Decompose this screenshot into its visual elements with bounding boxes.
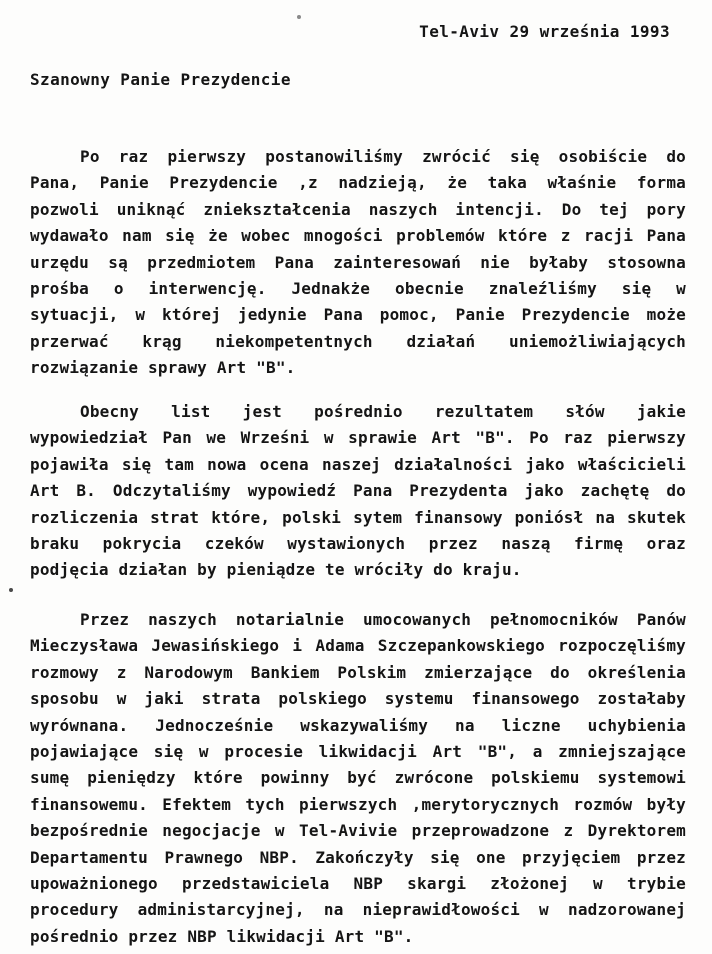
- text-line: Przez naszych notarialnie umocowanych pełnomocników Panów: [80, 610, 686, 629]
- text-line: wypowiedział Pan we Wrześni w sprawie Art "B". Po raz pierwszy: [30, 428, 686, 448]
- text-line: przerwać krąg niekompetentnych działań uniemożliwiających: [30, 331, 686, 351]
- text-line: finansowemu. Efektem tych pierwszych ,merytorycznych rozmów były: [30, 794, 686, 814]
- text-line: pozwoli uniknąć zniekształcenia naszych intencji. Do tej pory: [30, 199, 686, 219]
- text-line: podjęcia działan by pieniądze te wróciły do kraju.: [30, 560, 522, 580]
- text-line: rozwiązanie sprawy Art "B".: [30, 358, 296, 378]
- text-line: Pana, Panie Prezydencie ,z nadzieją, że taka właśnie forma: [30, 173, 686, 193]
- paragraph-1: [30, 144, 686, 382]
- text-line: sposobu w jaki strata polskiego systemu finansowego zostałaby: [30, 689, 686, 709]
- text-line: sytuacji, w której jedynie Pana pomoc, Panie Prezydencie może: [30, 305, 686, 325]
- text-line: braku pokrycia czeków wystawionych przez naszą firmę oraz: [30, 533, 686, 553]
- text-line: pojawiające się w procesie likwidacji Art "B", a zmniejszające: [30, 741, 686, 761]
- text-line: Art B. Odczytaliśmy wypowiedź Pana Prezydenta jako zachętę do: [30, 481, 686, 501]
- paragraph-3: [30, 607, 686, 950]
- text-line: pojawiła się tam nowa ocena naszej działalności jako właścicieli: [30, 454, 686, 474]
- scan-artifact-dot: [9, 588, 13, 592]
- text-line: bezpośrednie negocjacje w Tel-Avivie przeprowadzone z Dyrektorem: [30, 821, 686, 841]
- text-line: Departamentu Prawnego NBP. Zakończyły się one przyjęciem przez: [30, 847, 686, 867]
- text-line: upoważnionego przedstawiciela NBP skargi złożonej w trybie: [30, 873, 686, 893]
- text-line: wyrównana. Jednocześnie wskazywaliśmy na liczne uchybienia: [30, 715, 686, 735]
- text-line: Obecny list jest pośrednio rezultatem słów jakie: [80, 402, 686, 421]
- text-line: wydawało nam się że wobec mnogości problemów które z racji Pana: [30, 226, 686, 246]
- text-line: urzędu są przedmiotem Pana zainteresowań nie byłaby stosowna: [30, 252, 686, 272]
- text-line: procedury administarcyjnej, na nieprawidłowości w nadzorowanej: [30, 900, 686, 920]
- text-line: sumę pieniędzy które powinny być zwrócone polskiemu systemowi: [30, 768, 686, 788]
- date-line: Tel-Aviv 29 września 1993: [419, 22, 670, 41]
- scan-artifact-dot: [297, 15, 301, 19]
- text-line: prośba o interwencję. Jednakże obecnie znaleźliśmy się w: [30, 278, 686, 298]
- text-line: rozmowy z Narodowym Bankiem Polskim zmierzające do określenia: [30, 662, 686, 682]
- text-line: Mieczysława Jewasińskiego i Adama Szczepankowskiego rozpoczęliśmy: [30, 636, 686, 656]
- salutation: Szanowny Panie Prezydencie: [30, 70, 291, 89]
- text-line: rozliczenia strat które, polski sytem finansowy poniósł na skutek: [30, 507, 686, 527]
- text-line: pośrednio przez NBP likwidacji Art "B".: [30, 926, 414, 946]
- text-line: Po raz pierwszy postanowiliśmy zwrócić się osobiście do: [80, 147, 686, 166]
- paragraph-2: [30, 399, 686, 584]
